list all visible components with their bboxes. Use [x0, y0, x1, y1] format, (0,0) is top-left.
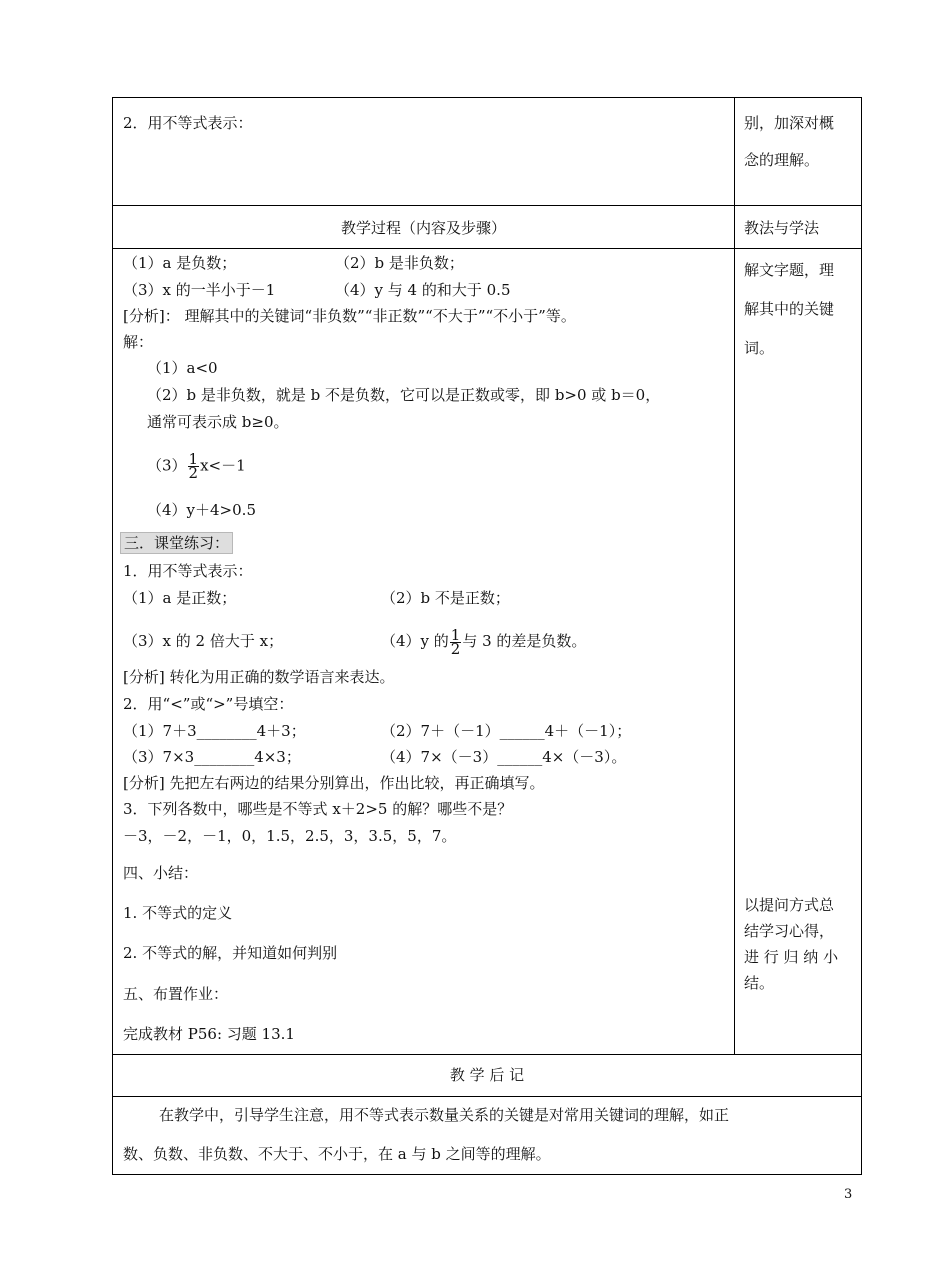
exercise-1d: [381, 625, 586, 657]
question-1: （1）a 是负数；: [123, 254, 237, 272]
postscript-line1: 在教学中，引导学生注意，用不等式表示数量关系的关键是对常用关键词的理解，如正: [159, 1106, 730, 1124]
summary-2: 2. 不等式的解，并知道如何判别: [123, 944, 338, 962]
question-4: （4）y 与 4 的和大于 0.5: [335, 281, 511, 299]
summary-1: 1. 不等式的定义: [123, 904, 233, 922]
solution-3: [147, 450, 246, 482]
solution-1: （1）a<0: [147, 359, 218, 377]
method-note: 解其中的关键: [744, 300, 835, 318]
exercise-1c: （3）x 的 2 倍大于 x；: [123, 632, 284, 650]
exercise-3-values: －3，－2，－1，0，1.5，2.5，3，3.5，5，7。: [123, 827, 457, 845]
row-divider: [113, 248, 861, 249]
section4-title: 四、小结：: [123, 864, 199, 882]
analysis-2: [分析] 转化为用正确的数学语言来表达。: [123, 668, 395, 686]
fraction-half: [450, 625, 462, 658]
analysis-3: [分析] 先把左右两边的结果分别算出，作出比较，再正确填写。: [123, 774, 545, 792]
solution-3-suffix: x<－1: [200, 456, 246, 475]
row-divider: [113, 1096, 861, 1097]
note-line: 别，加深对概: [744, 114, 835, 132]
solution-2-line2: 通常可表示成 b≥0。: [147, 413, 289, 431]
row-divider: [113, 205, 861, 206]
method-note: 词。: [744, 339, 775, 357]
exercise-1d-suffix: 与 3 的差是负数。: [462, 632, 587, 650]
section3-title: 三．课堂练习：: [120, 532, 233, 554]
question-2: （2）b 是非负数；: [335, 254, 464, 272]
fraction-denominator: 2: [450, 639, 461, 658]
column-divider: [734, 98, 735, 1054]
exercise-2c: （3）7×3________4×3；: [123, 748, 301, 766]
section5-title: 五、布置作业：: [123, 985, 229, 1003]
fraction-numerator: 1: [188, 450, 199, 468]
exercise-2-title: 2．用“<”或“>”号填空：: [123, 695, 294, 713]
postscript-title: 教 学 后 记: [449, 1066, 525, 1084]
solution-3-prefix: （3）: [147, 456, 187, 475]
method-note: 解文字题，理: [744, 261, 835, 279]
lesson-table: [112, 97, 862, 1175]
method-note: 结。: [744, 974, 775, 992]
page-number: 3: [844, 1187, 853, 1202]
solution-4: （4）y＋4>0.5: [147, 501, 256, 519]
method-note: 以提问方式总: [744, 896, 835, 914]
method-note: 结学习心得，: [744, 922, 835, 940]
item2-title: 2．用不等式表示：: [123, 114, 253, 132]
exercise-1a: （1）a 是正数；: [123, 589, 237, 607]
method-note: 进 行 归 纳 小: [744, 948, 839, 966]
row-divider: [113, 1054, 861, 1055]
process-title: 教学过程（内容及步骤）: [340, 219, 506, 237]
fraction-numerator: 1: [450, 625, 461, 644]
exercise-3-title: 3．下列各数中，哪些是不等式 x＋2>5 的解？哪些不是？: [123, 800, 513, 818]
exercise-1b: （2）b 不是正数；: [381, 589, 510, 607]
exercise-2d: （4）7×（－3）______4×（－3）。: [381, 748, 627, 766]
analysis-1: [分析]： 理解其中的关键词“非负数”“非正数”“不大于”“不小于”等。: [123, 307, 576, 325]
solution-2-line1: （2）b 是非负数，就是 b 不是负数，它可以是正数或零，即 b>0 或 b＝0，: [147, 386, 661, 404]
exercise-2a: （1）7＋3________4＋3；: [123, 722, 306, 740]
exercise-1-title: 1．用不等式表示：: [123, 562, 253, 580]
exercise-1d-prefix: （4）y 的: [381, 632, 449, 650]
fraction-denominator: 2: [188, 464, 199, 482]
note-line: 念的理解。: [744, 151, 820, 169]
methods-title: 教法与学法: [744, 219, 820, 237]
solution-label: 解：: [123, 333, 154, 351]
homework: 完成教材 P56: 习题 13.1: [123, 1025, 295, 1043]
postscript-line2: 数、负数、非负数、不大于、不小于，在 a 与 b 之间等的理解。: [123, 1145, 551, 1163]
fraction-half: [188, 450, 200, 482]
exercise-2b: （2）7＋（－1）______4＋（－1）；: [381, 722, 632, 740]
question-3: （3）x 的一半小于－1: [123, 281, 276, 299]
